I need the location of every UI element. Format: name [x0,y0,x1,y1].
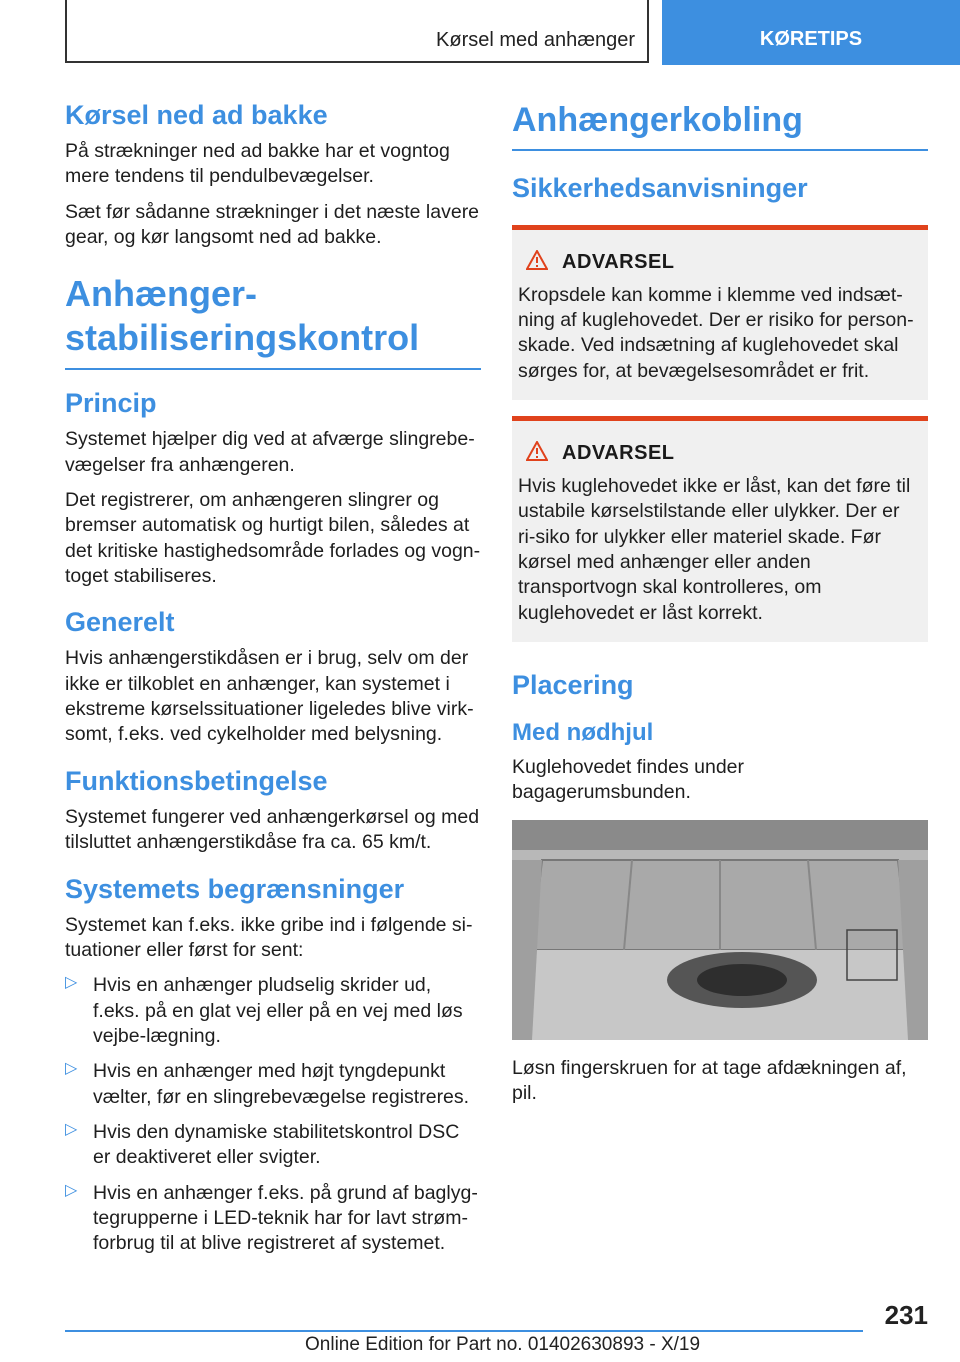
warning-triangle-icon [526,441,548,466]
left-column [65,100,481,1267]
section-title: Kørsel med anhænger [436,29,635,51]
trunk-photo [512,820,928,1040]
list-item: ▷ Hvis en anhænger pludselig skrider ud, f.eks. på en glat vej eller på en vej med løs vejbe-lægning. [65,974,463,1047]
header-section-box [65,0,649,63]
general-paragraph: Hvis anhængerstikdåsen er i brug, selv om der ikke er tilkoblet en anhænger, kan systemet i ekstreme kørselssituationer ligeledes blive virk-somt, f.eks. ved cykelholder med belysning. [65,647,474,746]
warning-text: Hvis kuglehovedet ikke er låst, kan det føre til ustabile kørselstilstande eller ulykker. Der er ri-siko for ulykker eller materiel skade. Før kørsel med anhænger eller anden transportvogn skal kontrolleres, om kuglehovedet er låst korrekt. [518,474,911,624]
heading-limits: Systemets begrænsninger [65,873,405,904]
heading-tsc: Anhænger-stabiliseringskontrol [65,273,420,359]
chapter-tab[interactable]: KØRETIPS [662,0,960,65]
heading-safety: Sikkerhedsanvisninger [512,173,808,204]
list-item: ▷ Hvis en anhænger med højt tyngdepunkt vælter, før en slingrebevægelse registreres. [65,1060,470,1108]
list-item: ▷ Hvis den dynamiske stabilitetskontrol DSC er deaktiveret eller svigter. [65,1120,460,1169]
warning-text: Kropsdele kan komme i klemme ved indsæt-ning af kuglehovedet. Der er risiko for person-skade. Ved indsætning af kuglehovedet skal sørges for, at bevægelsesområdet er frit. [518,283,914,382]
heading-towbar: Anhængerkobling [512,101,803,139]
bullet-triangle-icon: ▷ [65,974,78,992]
page-number: 231 [884,1300,928,1330]
limits-paragraph: Systemet kan f.eks. ikke gribe ind i følgende si-tuationer eller først for sent: [65,913,473,961]
condition-paragraph: Systemet fungerer ved anhængerkørsel og med tilsluttet anhængerstikdåse fra ca. 65 km/t. [65,805,480,854]
limits-list [65,973,481,1256]
list-item: ▷ Hvis en anhænger f.eks. på grund af baglyg-tegrupperne i LED-teknik har for lavt strøm-forbrug til at blive registreret af systemet. [65,1181,478,1255]
heading-rule [65,368,481,370]
heading-downhill: Kørsel ned ad bakke [65,100,328,130]
heading-principle: Princip [65,388,157,419]
warning-box [512,225,928,400]
spare-paragraph: Kuglehovedet findes under bagagerumsbunden. [512,756,745,804]
warning-box [512,416,928,642]
edition-footer: Online Edition for Part no. 01402630893 - X/19 [305,1334,701,1355]
heading-rule [512,149,928,151]
principle-paragraph-2: Det registrerer, om anhængeren slingrer og bremser automatisk og hurtigt bilen, således at det kritiske hastighedsområde forlades og vogn-toget stabiliseres. [65,488,481,587]
heading-condition: Funktionsbetingelse [65,765,328,796]
principle-paragraph-1: Systemet hjælper dig ved at afværge slingrebe-vægelser fra anhængeren. [65,428,475,476]
bullet-triangle-icon: ▷ [65,1060,78,1078]
photo-caption: Løsn fingerskruen for at tage afdækningen af, pil. [512,1056,907,1105]
warning-triangle-icon [526,250,548,275]
heading-general: Generelt [65,607,175,638]
warning-label: ADVARSEL [562,250,675,273]
bullet-triangle-icon: ▷ [65,1120,78,1138]
bullet-triangle-icon: ▷ [65,1181,78,1199]
warning-label: ADVARSEL [562,441,675,464]
downhill-paragraph-2: Sæt før sådanne strækninger i det næste lavere gear, og kør langsomt ned ad bakke. [65,200,480,249]
downhill-paragraph-1: På strækninger ned ad bakke har et vogntog mere tendens til pendulbevægelser. [65,140,450,188]
heading-placement: Placering [512,669,634,700]
heading-spare-wheel: Med nødhjul [512,719,654,746]
right-column [512,100,928,1116]
footer-rule [65,1330,863,1332]
